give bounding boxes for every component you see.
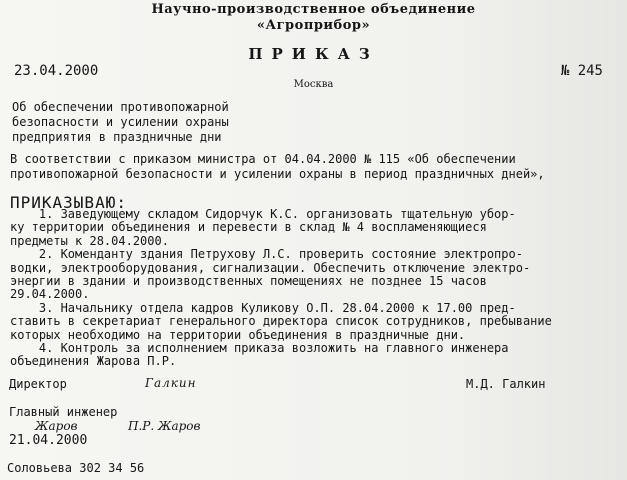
- engineer-role: Главный инженер: [9, 405, 118, 419]
- item-line: водки, электрооборудования, сигнализации. Обеспечить отключение электро-: [10, 260, 531, 275]
- organization-line-1: Научно-производственное объединение: [151, 2, 476, 17]
- item-line: 29.04.2000.: [10, 287, 90, 302]
- item-line: 4. Контроль за исполнением приказа возложить на главного инженера: [10, 340, 509, 355]
- engineer-signature: Жаров: [35, 419, 78, 433]
- executor-contact: Соловьева 302 34 56: [7, 461, 145, 475]
- item-line: 2. Коменданту здания Петрухову Л.С. проверить состояние электропро-: [10, 247, 523, 262]
- item-line: предметы к 28.04.2000.: [10, 233, 169, 248]
- order-word: ПРИКАЗЫВАЮ:: [10, 193, 127, 212]
- item-line: которых необходимо на территории объединения в праздничные дни.: [10, 327, 466, 342]
- document-subject: [12, 100, 229, 145]
- preamble-line: противопожарной безопасности и усилении охраны в период праздничных дней»,: [10, 167, 545, 181]
- item-line: 1. Заведующему складом Сидорчук К.С. организовать тщательную убор-: [10, 207, 516, 221]
- document-title: ПРИКАЗ: [248, 45, 379, 63]
- subject-line: предприятия в праздничные дни: [12, 130, 222, 144]
- subject-line: Об обеспечении противопожарной: [12, 100, 229, 114]
- director-name: М.Д. Галкин: [466, 377, 546, 391]
- item-line: 3. Начальнику отдела кадров Куликову О.П. 28.04.2000 к 17.00 пред-: [10, 300, 516, 315]
- engineer-name: П.Р. Жаров: [128, 419, 201, 433]
- organization-line-2: «Агроприбор»: [256, 18, 371, 33]
- document-date: 23.04.2000: [14, 63, 99, 79]
- item-line: объединения Жарова П.Р.: [10, 354, 177, 369]
- engineer-date: 21.04.2000: [9, 433, 88, 448]
- director-role: Директор: [9, 377, 67, 391]
- subject-line: безопасности и усилении охраны: [12, 115, 229, 129]
- item-line: ку территории объединения и перевести в склад № 4 воспламеняющиеся: [10, 220, 487, 235]
- item-line: энергии в здании и производственных помещениях не позднее 15 часов: [10, 273, 487, 288]
- director-signature: Галкин: [145, 376, 197, 390]
- preamble-line: В соответствии с приказом министра от 04.04.2000 № 115 «Об обеспечении: [10, 152, 516, 166]
- order-items: [10, 208, 552, 369]
- preamble-paragraph: [10, 152, 620, 182]
- item-line: ставить в секретариат генерального директора список сотрудников, пребывание: [10, 314, 552, 329]
- document-number: № 245: [560, 63, 603, 79]
- document-city: Москва: [293, 79, 334, 90]
